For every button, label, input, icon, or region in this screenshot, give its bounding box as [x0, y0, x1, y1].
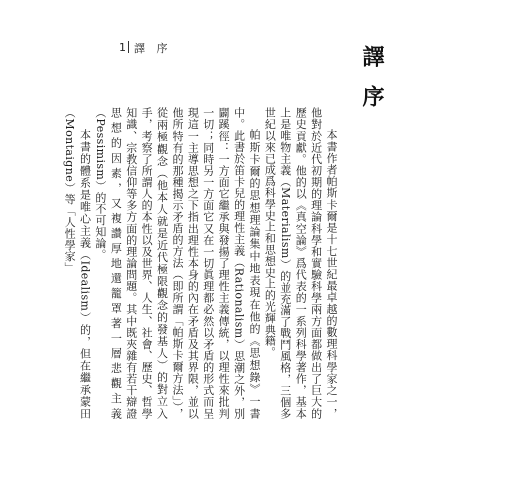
running-title: 譯 序: [134, 42, 172, 55]
paragraph: 本書作者帕斯卡爾是十七世紀最卓越的數理科學家之一，他對於近代初期的理論科學和實驗科學兩方面都做出了巨大的歷史貢獻。他的以《真空論》爲代表的一系列科學著作，基本上是唯物主義（Materialism）的並充滿了戰鬥風格，三個多世紀以來已成爲科學史上和思想史上的光輝典籍。: [263, 107, 338, 419]
paragraph: 本書的體系是唯心主義（Idealism）的，但在繼承蒙田（Montaigne）等「人性學家」: [63, 107, 92, 419]
chapter-title: 譯序: [359, 45, 384, 125]
header-divider: [128, 41, 129, 53]
body-text: [63, 107, 339, 419]
paragraph: 帕斯卡爾的思想理論集中地表現在他的《思想錄》一書中。此書於笛卡兒的理性主義（Rationalism）思潮之外，別闢蹊徑：一方面它繼承與發揚了理性主義傳統，以理性來批判一切；同時另一方面它又在一切眞理都必然以矛盾的形式而呈現這一主導思想之下指出理性本身的內在矛盾及其界限，並以他所特有的那種揭示矛盾的方法（即所謂「帕斯卡爾方法」），從兩極觀念（他本人就是近代極限觀念的發基人）的對立入手，考察了所謂人的本性以及世界、人生、社會、歷史、哲學知識、宗教信仰等多方面的理論問題。其中既夾雜有若干辯證思想的因素，又複讚厚地還籠罩著一層悲觀主義（Pessimism）的不可知論。: [93, 107, 261, 419]
page-number: 1: [119, 41, 126, 54]
